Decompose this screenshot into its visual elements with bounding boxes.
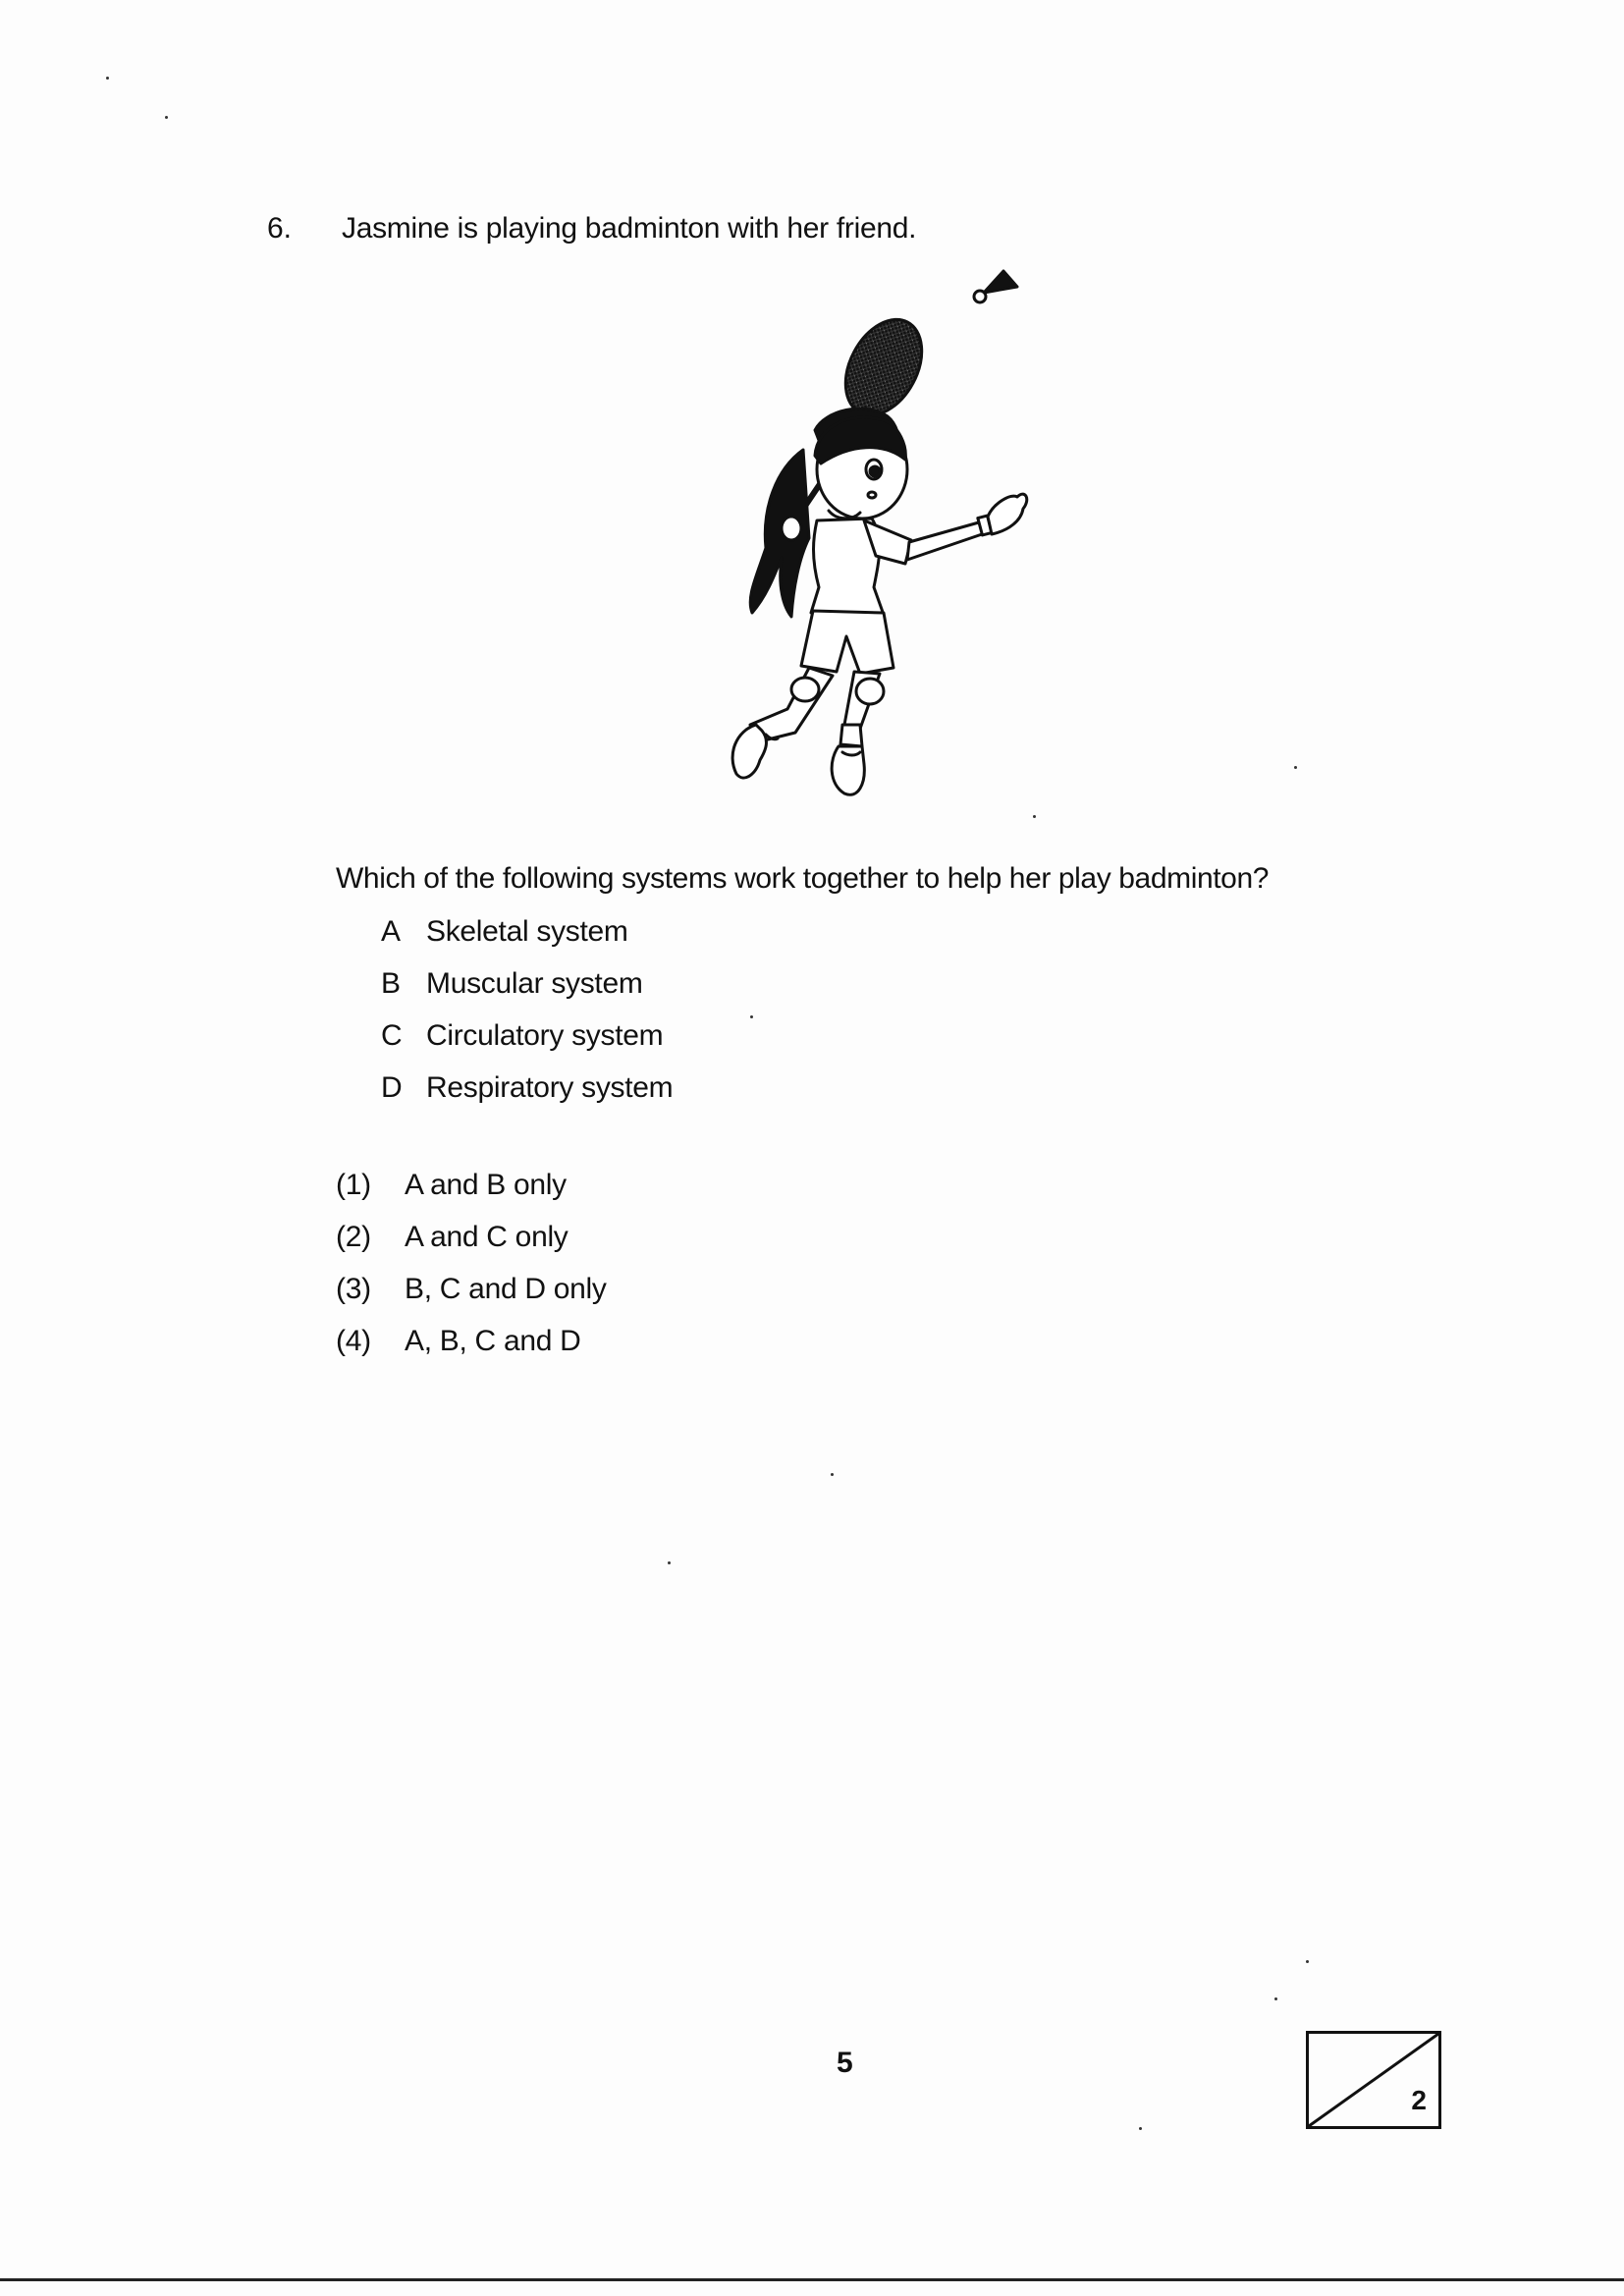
scan-speck <box>1139 2127 1142 2130</box>
list-item <box>381 1010 673 1062</box>
bottom-rule <box>0 2278 1624 2281</box>
scan-speck <box>1274 1997 1277 2000</box>
answer-text: A and C only <box>405 1220 568 1253</box>
shuttlecock-icon <box>974 271 1017 302</box>
option-letter: A <box>381 914 401 948</box>
option-text: Circulatory system <box>426 1018 664 1052</box>
answer-text: A and B only <box>405 1168 567 1201</box>
option-letter: B <box>381 966 401 1000</box>
answer-number: (1) <box>336 1168 371 1201</box>
marks-value: 2 <box>1411 2085 1427 2115</box>
question-number: 6. <box>267 212 293 245</box>
scan-speck <box>831 1473 834 1476</box>
answer-text: B, C and D only <box>405 1272 607 1305</box>
answer-choice-4[interactable] <box>336 1315 607 1367</box>
scan-speck <box>165 116 168 119</box>
scan-speck <box>1306 1960 1309 1963</box>
answer-number: (3) <box>336 1272 371 1305</box>
option-text: Respiratory system <box>426 1070 674 1104</box>
option-text: Muscular system <box>426 966 643 1000</box>
answer-choice-1[interactable] <box>336 1159 607 1211</box>
answer-number: (4) <box>336 1324 371 1357</box>
answer-choices <box>336 1159 607 1367</box>
scan-speck <box>668 1561 671 1564</box>
answer-choice-3[interactable] <box>336 1263 607 1315</box>
answer-choice-2[interactable] <box>336 1211 607 1263</box>
option-text: Skeletal system <box>426 914 628 948</box>
systems-list <box>381 905 673 1114</box>
list-item <box>381 957 673 1010</box>
scan-speck <box>1033 815 1036 818</box>
answer-text: A, B, C and D <box>405 1324 581 1357</box>
option-letter: C <box>381 1018 403 1052</box>
scan-speck <box>1294 766 1297 769</box>
list-item <box>381 1062 673 1114</box>
question-prompt: Which of the following systems work together to help her play badminton? <box>336 862 1270 895</box>
marks-box <box>1306 2031 1441 2129</box>
page-number: 5 <box>837 2047 853 2079</box>
scan-speck <box>750 1015 753 1018</box>
scan-speck <box>106 77 109 80</box>
list-item <box>381 905 673 957</box>
answer-number: (2) <box>336 1220 371 1253</box>
option-letter: D <box>381 1070 403 1104</box>
question-intro: Jasmine is playing badminton with her friend. <box>342 212 917 245</box>
girl-playing-badminton-icon <box>727 263 1060 803</box>
